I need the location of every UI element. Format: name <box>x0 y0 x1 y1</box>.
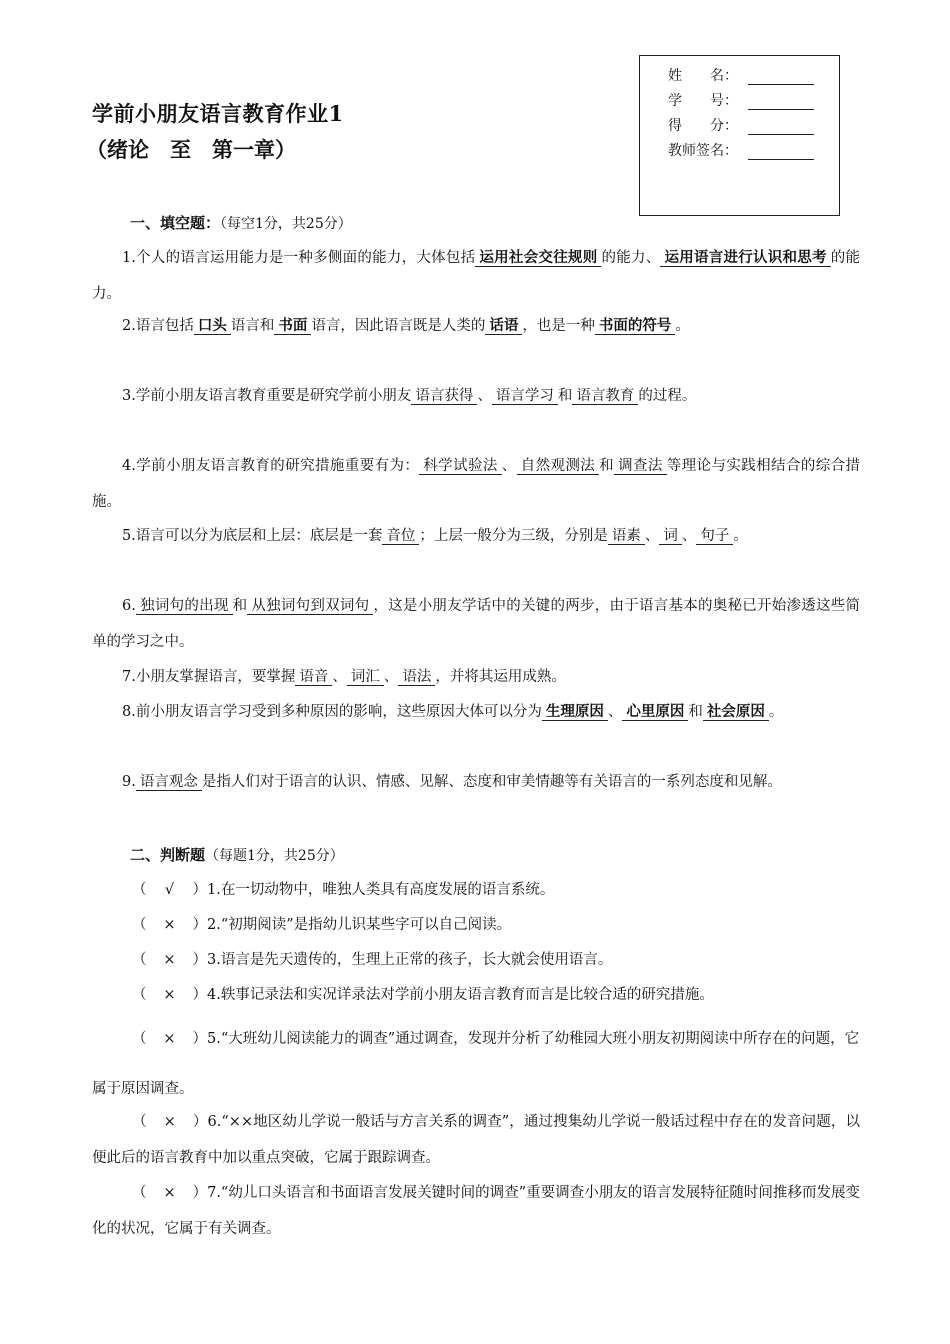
answer-blank: 词汇 <box>347 669 384 686</box>
answer-blank: 科学试验法 <box>419 458 501 475</box>
name-field[interactable] <box>748 70 814 85</box>
tf-mark: × <box>163 1114 176 1130</box>
answer-blank: 音位 <box>382 528 419 545</box>
answer-blank: 自然观测法 <box>517 458 599 475</box>
teacher-row <box>668 135 839 160</box>
answer-blank: 词 <box>659 528 682 545</box>
tf-item-6: （ × ）6.“××地区幼儿学说一般话与方言关系的调查”，通过搜集幼儿学说一般话过程中存在的发音问题，以便此后的语言教育中加以重点突破，它属于跟踪调查。 <box>92 1104 860 1176</box>
answer-blank: 语言获得 <box>411 388 477 405</box>
answer-blank: 句子 <box>696 528 733 545</box>
answer-blank: 运用社会交往规则 <box>475 249 601 267</box>
answer-blank: 口头 <box>194 317 231 335</box>
tf-mark: × <box>163 917 176 933</box>
answer-blank: 书面的符号 <box>595 317 676 335</box>
answer-blank: 书面 <box>274 317 311 335</box>
answer-blank: 语言观念 <box>136 774 202 791</box>
name-row <box>668 60 839 85</box>
question-7: 7.小朋友掌握语言，要掌握 语音 、 词汇 、 语法 ，并将其运用成熟。 <box>122 669 566 685</box>
page-subtitle: （绪论 至 第一章） <box>86 137 296 162</box>
tf-mark: √ <box>164 882 175 898</box>
answer-blank: 独词句的出现 <box>136 598 233 615</box>
tf-item-4: （ × ）4.轶事记录法和实况详录法对学前小朋友语言教育而言是比较合适的研究措施。 <box>132 987 714 1003</box>
answer-blank: 话语 <box>485 317 522 335</box>
answer-blank: 运用语言进行认识和思考 <box>660 249 830 267</box>
question-1: 1.个人的语言运用能力是一种多侧面的能力，大体包括 运用社会交往规则 的能力、 运用语言进行认识和思考 的能力。 <box>92 249 861 302</box>
id-label: 学 号： <box>668 93 738 109</box>
section-true-false-heading <box>130 844 344 865</box>
teacher-field[interactable] <box>748 145 814 160</box>
name-label: 姓 名： <box>668 68 738 84</box>
answer-blank: 语音 <box>295 669 332 686</box>
tf-mark: × <box>163 1031 176 1047</box>
answer-blank: 语法 <box>398 669 435 686</box>
tf-item-2: （ × ）2.“初期阅读”是指幼儿识某些字可以自己阅读。 <box>132 917 512 933</box>
section-note: （每空1分，共25分） <box>220 216 352 232</box>
question-8: 8.前小朋友语言学习受到多种原因的影响，这些原因大体可以分为 生理原因 、 心里原因 和 社会原因 。 <box>122 703 784 720</box>
tf-item-3: （ × ）3.语言是先天遗传的，生理上正常的孩子，长大就会使用语言。 <box>132 952 613 968</box>
student-info-box <box>639 55 840 216</box>
id-row <box>668 85 839 110</box>
section-title: 一、填空题： <box>130 214 221 232</box>
tf-item-7: （ × ）7.“幼儿口头语言和书面语言发展关键时间的调查”重要调查小朋友的语言发展特征随时间推移而发展变化的状况，它属于有关调查。 <box>92 1175 860 1247</box>
section-fill-blank-heading <box>130 212 352 233</box>
tf-item-1: （ √ ）1.在一切动物中，唯独人类具有高度发展的语言系统。 <box>132 882 555 898</box>
section-title: 二、判断题 <box>130 846 206 864</box>
tf-mark: × <box>163 987 176 1003</box>
question-9: 9. 语言观念 是指人们对于语言的认识、情感、见解、态度和审美情趣等有关语言的一系列态度和见解。 <box>122 774 782 790</box>
question-4: 4.学前小朋友语言教育的研究措施重要有为： 科学试验法 、 自然观测法 和 调查法 等理论与实践相结合的综合措施。 <box>92 458 861 510</box>
answer-blank: 调查法 <box>614 458 667 475</box>
answer-blank: 社会原因 <box>703 703 769 721</box>
answer-blank: 从独词句到双词句 <box>247 598 373 615</box>
answer-blank: 心里原因 <box>622 703 688 721</box>
section-note: （每题1分，共25分） <box>205 848 344 864</box>
answer-blank: 语言学习 <box>492 388 558 405</box>
answer-blank: 语言教育 <box>572 388 638 405</box>
id-field[interactable] <box>748 95 814 110</box>
score-label: 得 分： <box>668 118 738 134</box>
answer-blank: 生理原因 <box>542 703 608 721</box>
question-2: 2.语言包括 口头 语言和 书面 语言，因此语言既是人类的 话语 ，也是一种 书面的符号 。 <box>122 317 690 334</box>
tf-mark: × <box>163 952 176 968</box>
score-field[interactable] <box>748 120 814 135</box>
tf-mark: × <box>163 1185 176 1201</box>
answer-blank: 语素 <box>608 528 645 545</box>
question-6: 6. 独词句的出现 和 从独词句到双词句 ，这是小朋友学话中的关键的两步，由于语言基本的奥秘已开始渗透这些简单的学习之中。 <box>92 598 861 650</box>
page-title: 学前小朋友语言教育作业1 <box>92 101 344 126</box>
score-row <box>668 110 839 135</box>
teacher-label: 教师签名： <box>668 143 738 159</box>
question-5: 5.语言可以分为底层和上层：底层是一套 音位 ；上层一般分为三级，分别是 语素 、 词 、 句子 。 <box>122 528 748 544</box>
question-3: 3.学前小朋友语言教育重要是研究学前小朋友 语言获得 、 语言学习 和 语言教育 的过程。 <box>122 388 697 404</box>
tf-item-5: （ × ）5.“大班幼儿阅读能力的调查”通过调查，发现并分析了幼稚园大班小朋友初期阅读中所存在的问题，它属于原因调查。 <box>92 1014 860 1114</box>
